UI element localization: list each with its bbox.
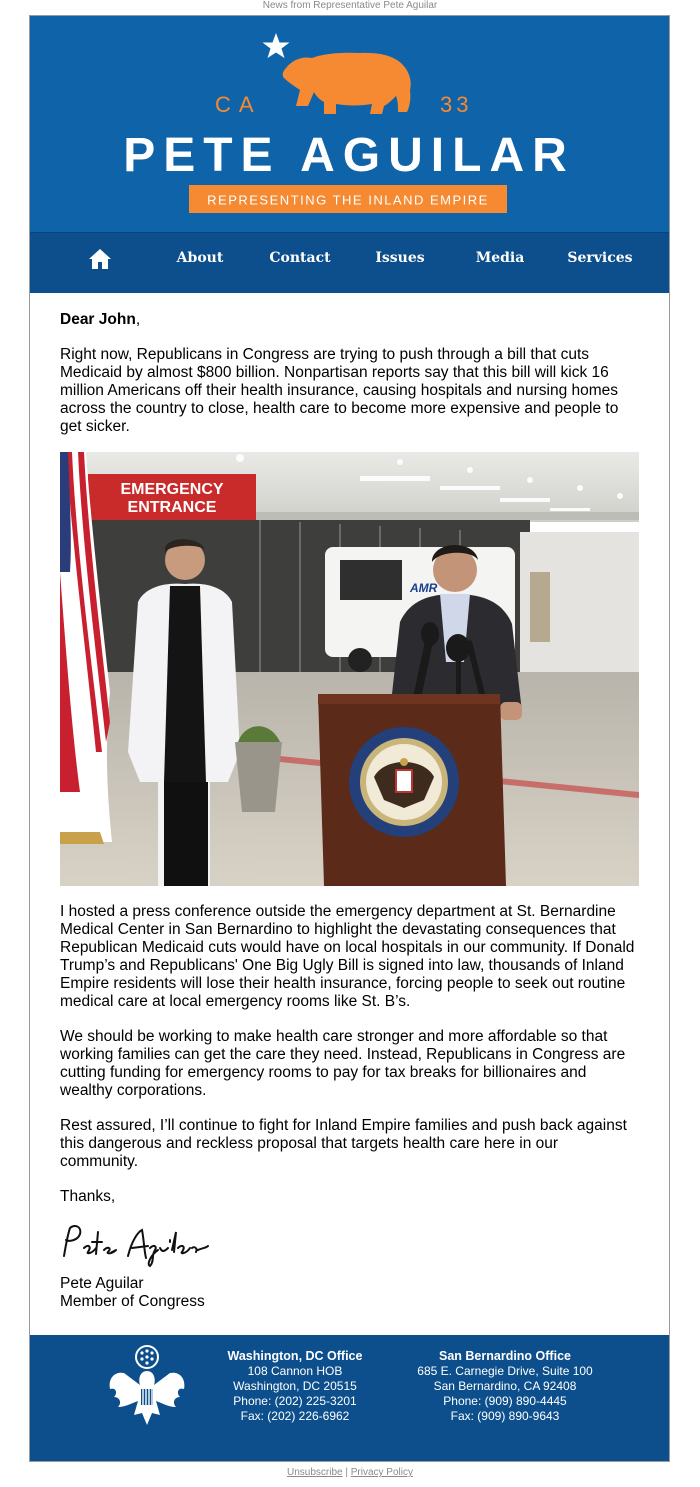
paragraph-3: We should be working to make health care stronger and more affordable so that working families can get the care they need. Instead, Republicans in Congress are cutting funding for emergency rooms to pay for tax breaks for billionaires and wealthy corporations. [60,1028,626,1099]
eagle-seal-icon [104,1345,190,1435]
house-seal [349,727,459,837]
link-separator: | [345,1467,348,1478]
home-icon [88,248,112,270]
rep-name-logo: PETE AGUILAR [123,129,575,182]
signer-block [60,1275,640,1311]
press-conference-photo [60,452,639,886]
bear-icon [283,53,411,114]
sb-office-phone: Phone: (909) 890-4445 [443,1394,567,1408]
nav-media[interactable]: Media [475,250,525,266]
salutation-punct: , [135,311,141,328]
nav-bar [30,232,669,293]
paragraph-1: Right now, Republicans in Congress are trying to push through a bill that cuts Medicaid by almost $800 billion. Nonpartisan reports say that this bill will kick 16 million Americans off their health insurance, causing hospitals and nursing homes across the country to close, health care to become more expensive and people to get sicker. [60,346,619,435]
emergency-sign-line2: ENTRANCE [127,499,217,516]
emergency-sign-line1: EMERGENCY [120,481,224,498]
nav-home[interactable] [77,232,123,293]
preheader-text: News from Representative Pete Aguilar [262,0,438,11]
banner-artwork [30,16,669,232]
district-label: 33 [440,92,473,117]
signer-name: Pete Aguilar [60,1275,144,1292]
state-label: CA [215,92,262,117]
ambulance-logo: AMR [410,581,438,595]
privacy-policy-link[interactable]: Privacy Policy [350,1467,413,1478]
sb-office-fax: Fax: (909) 890-9643 [450,1409,560,1423]
closing: Thanks, [60,1188,116,1205]
photo-illustration [60,452,639,886]
nav-contact[interactable]: Contact [269,250,331,266]
dc-office-address2: Washington, DC 20515 [233,1379,357,1393]
signature-image [58,1220,228,1268]
email-frame [29,15,670,1462]
sb-office-address2: San Bernardino, CA 92408 [433,1379,577,1393]
letter-body-continued [60,903,640,1206]
dc-office-phone: Phone: (202) 225-3201 [233,1394,357,1408]
nav-about[interactable]: About [176,250,224,266]
salutation-name: Dear John [60,311,136,328]
dc-office-address1: 108 Cannon HOB [247,1364,343,1378]
sb-office [400,1349,610,1424]
footer-links [0,1467,700,1478]
sb-office-address1: 685 E. Carnegie Drive, Suite 100 [417,1364,593,1378]
letter-body [60,311,640,436]
footer [30,1335,669,1461]
dc-office [215,1349,375,1424]
salutation [60,311,640,329]
nav-issues[interactable]: Issues [375,250,425,266]
nav-services[interactable]: Services [567,250,633,266]
unsubscribe-link[interactable]: Unsubscribe [286,1467,343,1478]
tagline-text: REPRESENTING THE INLAND EMPIRE [207,192,489,208]
signer-title: Member of Congress [60,1293,205,1310]
paragraph-4: Rest assured, I’ll continue to fight for Inland Empire families and push back against this dangerous and reckless proposal that targets health care here in our community. [60,1117,627,1170]
paragraph-2: I hosted a press conference outside the emergency department at St. Bernardine Medical Center in San Bernardino to highlight the devastating consequences that Republican Medicaid cuts would have on local hospitals in our community. If Donald Trump’s and Republicans' One Big Ugly Bill is signed into law, thousands of Inland Empire residents will lose their health insurance, forcing people to seek out routine medical care at local emergency rooms like St. B’s. [60,903,635,1010]
header-banner [30,16,669,232]
dc-office-fax: Fax: (202) 226-6962 [240,1409,350,1423]
sb-office-title: San Bernardino Office [439,1349,571,1363]
star-icon [263,33,290,58]
dc-office-title: Washington, DC Office [227,1349,363,1363]
